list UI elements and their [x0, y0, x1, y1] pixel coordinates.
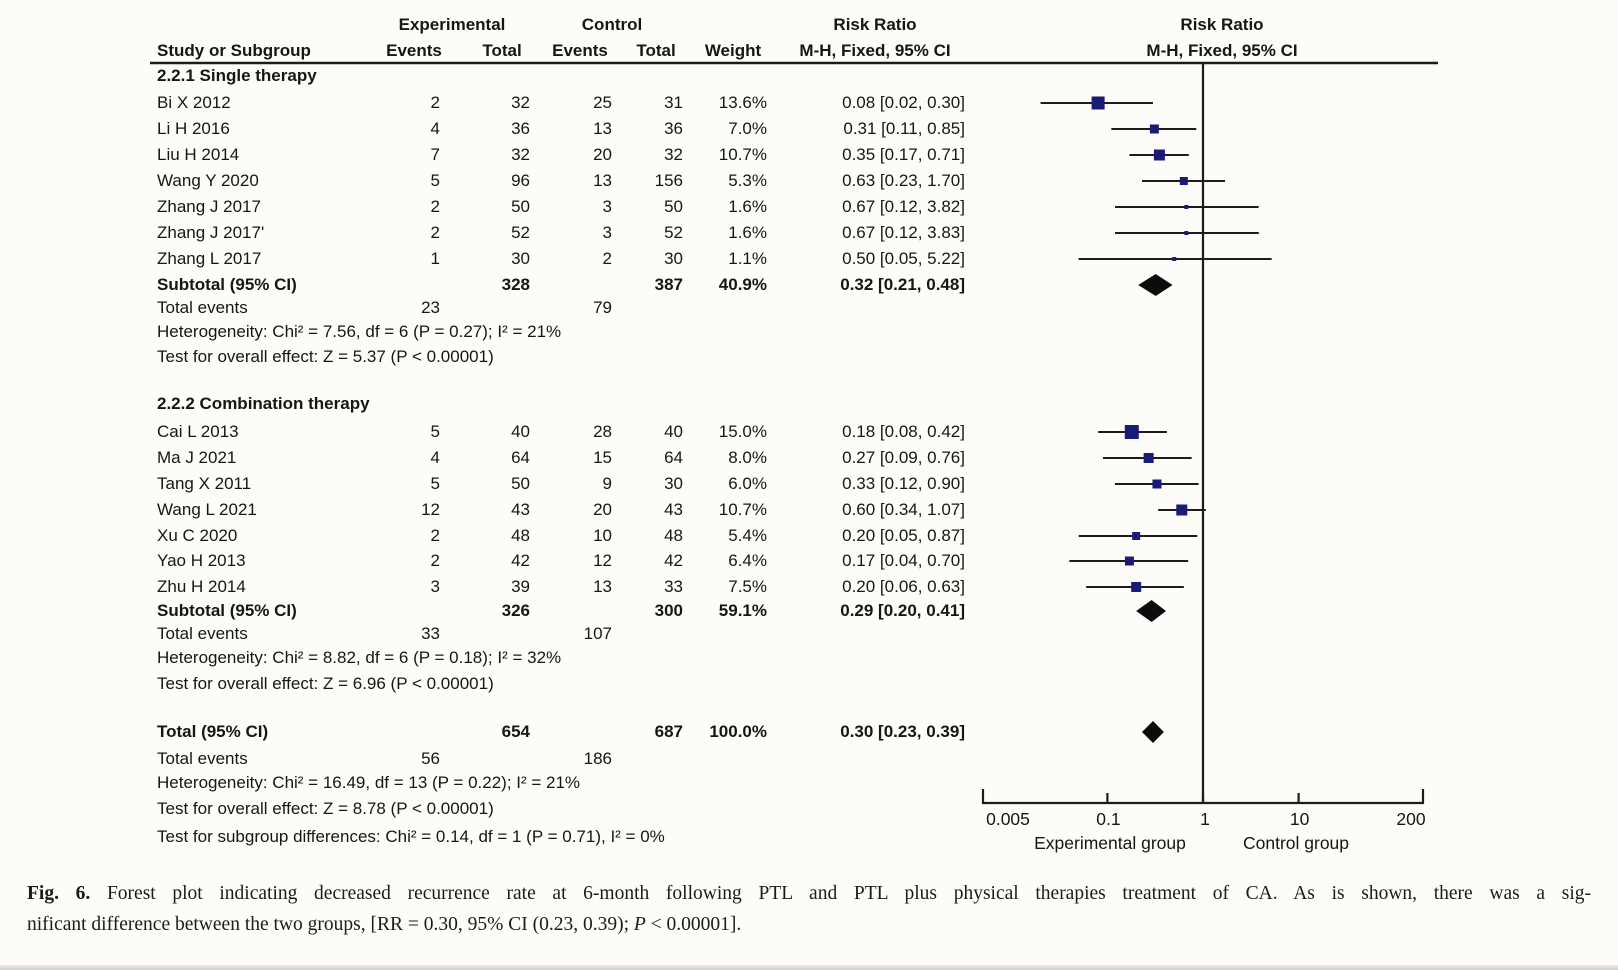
effect-square	[1180, 177, 1188, 185]
heterogeneity-line: Heterogeneity: Chi² = 16.49, df = 13 (P = 0.22); I² = 21%	[157, 773, 581, 792]
risk-ratio-ci-cell: 0.27 [0.09, 0.76]	[842, 448, 965, 467]
study-name: Li H 2016	[157, 119, 230, 138]
events-experimental-cell: 5	[430, 474, 440, 493]
total-events-control: 186	[583, 749, 612, 768]
subtotal-diamond	[1138, 274, 1172, 296]
pooled-label: Subtotal (95% CI)	[157, 275, 297, 294]
x-tick-label: 200	[1396, 809, 1426, 829]
study-name: Cai L 2013	[157, 422, 239, 441]
x-tick-label: 1	[1200, 809, 1210, 829]
header-method-right: M-H, Fixed, 95% CI	[1146, 41, 1298, 60]
x-tick-label: 0.1	[1096, 809, 1121, 829]
total-diamond	[1142, 721, 1164, 743]
weight-cell: 15.0%	[718, 422, 767, 441]
events-experimental-cell: 2	[430, 93, 440, 112]
caption-line-1	[27, 878, 1591, 909]
effect-square	[1144, 453, 1154, 463]
total-experimental-cell: 50	[511, 197, 530, 216]
total-experimental-cell: 43	[511, 500, 530, 519]
caption-p-symbol: P	[633, 914, 646, 935]
header-method-left: M-H, Fixed, 95% CI	[799, 41, 951, 60]
study-name: Xu C 2020	[157, 526, 238, 545]
events-control-cell: 28	[593, 422, 612, 441]
total-experimental-cell: 36	[511, 119, 530, 138]
weight-cell: 5.4%	[728, 526, 767, 545]
header-experimental-group: Experimental	[398, 15, 506, 34]
events-control-cell: 25	[593, 93, 612, 112]
weight-cell: 59.1%	[718, 601, 767, 620]
total-experimental-cell: 48	[511, 526, 530, 545]
weight-cell: 6.0%	[728, 474, 767, 493]
section-title: 2.2.2 Combination therapy	[157, 394, 370, 413]
header-risk-ratio-right: Risk Ratio	[1180, 15, 1264, 34]
total-control-cell: 48	[664, 526, 683, 545]
study-name: Liu H 2014	[157, 145, 240, 164]
risk-ratio-ci-cell: 0.32 [0.21, 0.48]	[840, 275, 965, 294]
total-control-cell: 32	[664, 145, 683, 164]
weight-cell: 8.0%	[728, 448, 767, 467]
subgroup-differences-line: Test for subgroup differences: Chi² = 0.14, df = 1 (P = 0.71), I² = 0%	[157, 827, 665, 846]
risk-ratio-ci-cell: 0.35 [0.17, 0.71]	[842, 145, 965, 164]
weight-cell: 100.0%	[709, 722, 767, 741]
study-name: Wang Y 2020	[157, 171, 259, 190]
risk-ratio-ci-cell: 0.31 [0.11, 0.85]	[843, 119, 965, 138]
caption-text-2: nificant difference between the two groups, [RR = 0.30, 95% CI (0.23, 0.39);	[27, 914, 634, 935]
risk-ratio-ci-cell: 0.67 [0.12, 3.82]	[842, 197, 965, 216]
events-control-cell: 13	[593, 119, 612, 138]
events-experimental-cell: 2	[430, 526, 440, 545]
total-control-cell: 50	[664, 197, 683, 216]
total-control-cell: 30	[664, 249, 683, 268]
total-control-cell: 156	[654, 171, 683, 190]
weight-cell: 6.4%	[728, 551, 767, 570]
total-events-label: Total events	[157, 298, 248, 317]
total-experimental-cell: 40	[511, 422, 530, 441]
events-control-cell: 20	[593, 145, 612, 164]
events-control-cell: 15	[593, 448, 612, 467]
events-experimental-cell: 12	[421, 500, 440, 519]
effect-square	[1125, 557, 1134, 566]
figure-caption	[27, 878, 1591, 940]
overall-effect-line: Test for overall effect: Z = 8.78 (P < 0.00001)	[157, 799, 494, 818]
effect-square	[1092, 97, 1105, 110]
weight-cell: 7.5%	[728, 577, 767, 596]
risk-ratio-ci-cell: 0.29 [0.20, 0.41]	[840, 601, 965, 620]
study-name: Zhu H 2014	[157, 577, 246, 596]
risk-ratio-ci-cell: 0.60 [0.34, 1.07]	[842, 500, 965, 519]
total-control-cell: 30	[664, 474, 683, 493]
total-control-cell: 300	[654, 601, 683, 620]
events-control-cell: 2	[602, 249, 612, 268]
total-control-cell: 52	[664, 223, 683, 242]
weight-cell: 10.7%	[718, 145, 767, 164]
total-control-cell: 43	[664, 500, 683, 519]
total-experimental-cell: 39	[511, 577, 530, 596]
total-experimental-cell: 326	[501, 601, 530, 620]
study-name: Zhang J 2017'	[157, 223, 265, 242]
header-events-experimental: Events	[386, 41, 442, 60]
effect-square	[1184, 231, 1188, 235]
section-title: 2.2.1 Single therapy	[157, 66, 317, 85]
risk-ratio-ci-cell: 0.18 [0.08, 0.42]	[842, 422, 965, 441]
effect-square	[1154, 150, 1165, 161]
study-name: Yao H 2013	[157, 551, 246, 570]
caption-text-1: Forest plot indicating decreased recurrence rate at 6-month following PTL and PTL plus physical therapies treatment of CA. As is shown, there was a sig-	[90, 883, 1591, 904]
risk-ratio-ci-cell: 0.20 [0.05, 0.87]	[842, 526, 965, 545]
study-name: Zhang L 2017	[157, 249, 262, 268]
effect-square	[1125, 425, 1139, 439]
header-weight: Weight	[704, 41, 762, 60]
effect-square	[1150, 125, 1159, 134]
total-control-cell: 36	[664, 119, 683, 138]
events-experimental-cell: 2	[430, 223, 440, 242]
caption-line-2	[27, 909, 1591, 940]
header-study-or-subgroup: Study or Subgroup	[157, 41, 311, 60]
events-control-cell: 3	[602, 223, 612, 242]
total-experimental-cell: 64	[511, 448, 530, 467]
risk-ratio-ci-cell: 0.30 [0.23, 0.39]	[840, 722, 965, 741]
total-control-cell: 42	[664, 551, 683, 570]
study-name: Zhang J 2017	[157, 197, 261, 216]
study-name: Tang X 2011	[157, 474, 252, 493]
weight-cell: 5.3%	[728, 171, 767, 190]
scan-edge-strip	[0, 965, 1618, 970]
total-control-cell: 387	[654, 275, 683, 294]
caption-figure-label: Fig. 6.	[27, 883, 91, 904]
weight-cell: 40.9%	[718, 275, 767, 294]
risk-ratio-ci-cell: 0.33 [0.12, 0.90]	[842, 474, 965, 493]
total-experimental-cell: 328	[501, 275, 530, 294]
events-experimental-cell: 5	[430, 422, 440, 441]
total-events-experimental: 33	[421, 624, 440, 643]
total-experimental-cell: 32	[511, 93, 530, 112]
total-events-label: Total events	[157, 624, 248, 643]
events-control-cell: 3	[602, 197, 612, 216]
weight-cell: 7.0%	[728, 119, 767, 138]
events-experimental-cell: 1	[430, 249, 440, 268]
total-control-cell: 64	[664, 448, 683, 467]
weight-cell: 1.1%	[728, 249, 767, 268]
study-name: Bi X 2012	[157, 93, 231, 112]
effect-square	[1184, 205, 1188, 209]
risk-ratio-ci-cell: 0.63 [0.23, 1.70]	[842, 171, 965, 190]
total-events-experimental: 23	[421, 298, 440, 317]
header-total-control: Total	[636, 41, 676, 60]
total-experimental-cell: 52	[511, 223, 530, 242]
study-name: Wang L 2021	[157, 500, 257, 519]
weight-cell: 1.6%	[728, 197, 767, 216]
risk-ratio-ci-cell: 0.67 [0.12, 3.83]	[842, 223, 965, 242]
total-control-cell: 33	[664, 577, 683, 596]
events-experimental-cell: 4	[430, 448, 440, 467]
events-control-cell: 9	[602, 474, 612, 493]
pooled-label: Subtotal (95% CI)	[157, 601, 297, 620]
heterogeneity-line: Heterogeneity: Chi² = 7.56, df = 6 (P = 0.27); I² = 21%	[157, 322, 562, 341]
effect-square	[1176, 505, 1187, 516]
risk-ratio-ci-cell: 0.20 [0.06, 0.63]	[842, 577, 965, 596]
total-experimental-cell: 30	[511, 249, 530, 268]
header-control-group: Control	[581, 15, 643, 34]
effect-square	[1172, 257, 1176, 261]
total-control-cell: 40	[664, 422, 683, 441]
events-control-cell: 20	[593, 500, 612, 519]
events-experimental-cell: 4	[430, 119, 440, 138]
risk-ratio-ci-cell: 0.08 [0.02, 0.30]	[842, 93, 965, 112]
events-experimental-cell: 2	[430, 197, 440, 216]
total-events-experimental: 56	[421, 749, 440, 768]
risk-ratio-ci-cell: 0.17 [0.04, 0.70]	[842, 551, 965, 570]
total-experimental-cell: 42	[511, 551, 530, 570]
total-events-control: 79	[593, 298, 612, 317]
overall-effect-line: Test for overall effect: Z = 6.96 (P < 0.00001)	[157, 674, 494, 693]
events-control-cell: 10	[593, 526, 612, 545]
events-control-cell: 13	[593, 171, 612, 190]
total-events-label: Total events	[157, 749, 248, 768]
events-experimental-cell: 2	[430, 551, 440, 570]
events-experimental-cell: 3	[430, 577, 440, 596]
weight-cell: 1.6%	[728, 223, 767, 242]
favours-control-label: Control group	[1242, 833, 1350, 853]
weight-cell: 10.7%	[718, 500, 767, 519]
subtotal-diamond	[1136, 600, 1166, 622]
total-events-control: 107	[583, 624, 612, 643]
x-tick-label: 10	[1289, 809, 1310, 829]
favours-experimental-label: Experimental group	[1034, 833, 1186, 853]
caption-text-3: < 0.00001].	[645, 914, 742, 935]
weight-cell: 13.6%	[718, 93, 767, 112]
effect-square	[1152, 480, 1161, 489]
total-experimental-cell: 50	[511, 474, 530, 493]
events-experimental-cell: 5	[430, 171, 440, 190]
x-tick-label: 0.005	[986, 809, 1030, 829]
total-control-cell: 31	[664, 93, 683, 112]
overall-effect-line: Test for overall effect: Z = 5.37 (P < 0.00001)	[157, 347, 494, 366]
heterogeneity-line: Heterogeneity: Chi² = 8.82, df = 6 (P = 0.18); I² = 32%	[157, 648, 562, 667]
total-experimental-cell: 32	[511, 145, 530, 164]
effect-square	[1132, 532, 1140, 540]
study-name: Ma J 2021	[157, 448, 237, 467]
header-events-control: Events	[552, 41, 608, 60]
events-control-cell: 12	[593, 551, 612, 570]
total-experimental-cell: 96	[511, 171, 530, 190]
total-control-cell: 687	[654, 722, 683, 741]
header-total-experimental: Total	[482, 41, 522, 60]
events-control-cell: 13	[593, 577, 612, 596]
pooled-label: Total (95% CI)	[157, 722, 269, 741]
total-experimental-cell: 654	[501, 722, 530, 741]
events-experimental-cell: 7	[430, 145, 440, 164]
risk-ratio-ci-cell: 0.50 [0.05, 5.22]	[842, 249, 965, 268]
header-risk-ratio-left: Risk Ratio	[833, 15, 917, 34]
effect-square	[1131, 582, 1141, 592]
